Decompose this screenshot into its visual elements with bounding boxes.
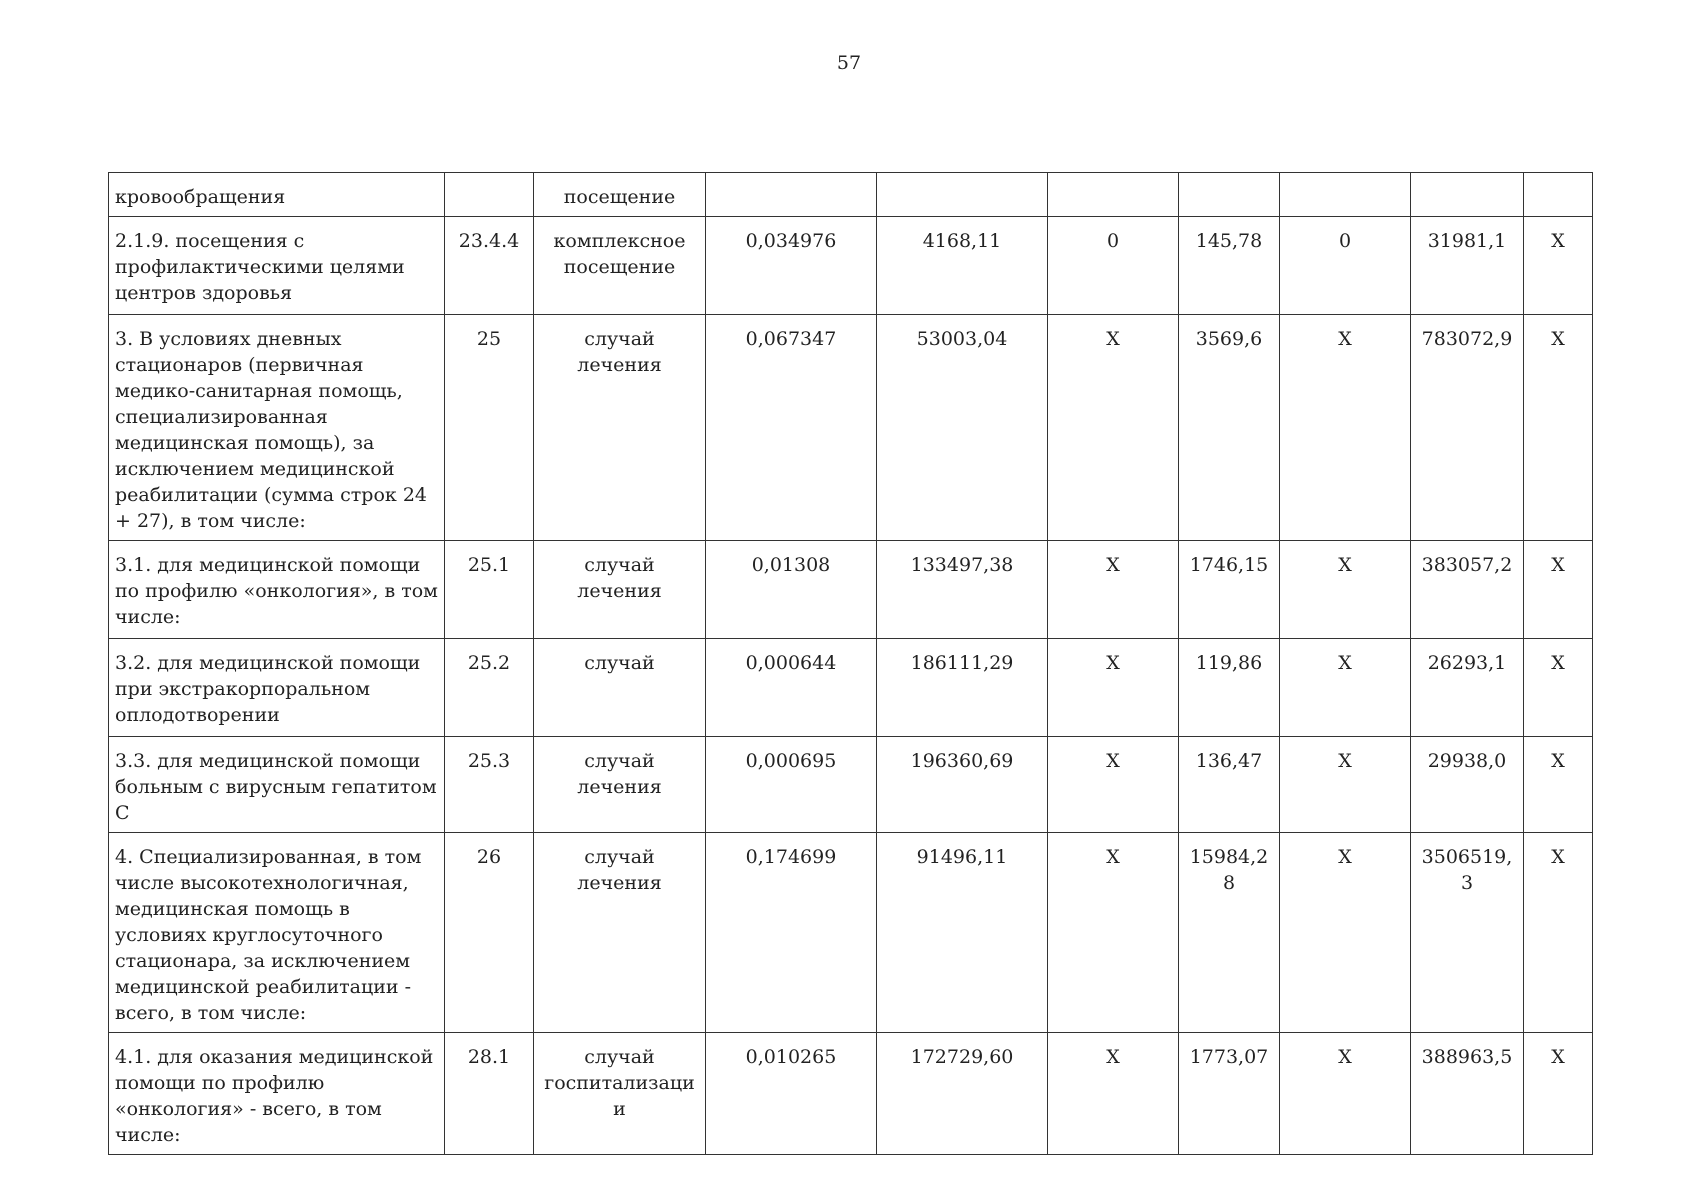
row-unit-cost: 172729,60 (877, 1033, 1048, 1155)
row-unit-cost: 133497,38 (877, 541, 1048, 639)
row-line-number: 23.4.4 (445, 217, 534, 315)
row-value-col10: Х (1524, 541, 1593, 639)
row-value-col6: Х (1048, 639, 1179, 737)
row-description: 3.2. для медицинской помощи при экстракорпоральном оплодотворении (109, 639, 445, 737)
table-row (109, 1033, 1593, 1155)
row-value-col7: 145,78 (1179, 217, 1280, 315)
table-row (109, 541, 1593, 639)
row-unit-cost: 4168,11 (877, 217, 1048, 315)
row-norm-volume: 0,000644 (706, 639, 877, 737)
row-line-number: 25.3 (445, 737, 534, 833)
row-value-col6 (1048, 173, 1179, 217)
row-value-col6: Х (1048, 1033, 1179, 1155)
row-value-col9 (1411, 173, 1524, 217)
table-row (109, 737, 1593, 833)
row-line-number: 26 (445, 833, 534, 1033)
row-line-number: 25.2 (445, 639, 534, 737)
row-value-col8: Х (1280, 737, 1411, 833)
row-description: 3. В условиях дневных стационаров (первичная медико-санитарная помощь, специализированная медицинская помощь), за исключением медицинской реабилитации (сумма строк 24 + 27), в том числе: (109, 315, 445, 541)
row-unit: случай лечения (534, 737, 706, 833)
row-value-col10: Х (1524, 1033, 1593, 1155)
row-unit-cost: 91496,11 (877, 833, 1048, 1033)
table-row (109, 639, 1593, 737)
row-line-number (445, 173, 534, 217)
row-norm-volume (706, 173, 877, 217)
row-value-col9: 388963,5 (1411, 1033, 1524, 1155)
row-norm-volume: 0,000695 (706, 737, 877, 833)
table-row (109, 315, 1593, 541)
row-value-col6: Х (1048, 315, 1179, 541)
row-value-col10: Х (1524, 737, 1593, 833)
row-line-number: 25 (445, 315, 534, 541)
row-value-col9: 31981,1 (1411, 217, 1524, 315)
row-value-col8: Х (1280, 833, 1411, 1033)
table-row (109, 833, 1593, 1033)
row-unit-cost: 186111,29 (877, 639, 1048, 737)
row-value-col7: 1773,07 (1179, 1033, 1280, 1155)
row-value-col7: 1746,15 (1179, 541, 1280, 639)
row-unit-cost (877, 173, 1048, 217)
row-value-col6: Х (1048, 541, 1179, 639)
row-description: 3.3. для медицинской помощи больным с вирусным гепатитом С (109, 737, 445, 833)
row-value-col8 (1280, 173, 1411, 217)
row-norm-volume: 0,010265 (706, 1033, 877, 1155)
volume-cost-table (108, 172, 1593, 1155)
row-value-col9: 783072,9 (1411, 315, 1524, 541)
row-line-number: 25.1 (445, 541, 534, 639)
row-unit: посещение (534, 173, 706, 217)
row-unit: комплексное посещение (534, 217, 706, 315)
row-value-col10: Х (1524, 639, 1593, 737)
row-unit: случай госпитализации (534, 1033, 706, 1155)
row-value-col7: 15984,28 (1179, 833, 1280, 1033)
row-line-number: 28.1 (445, 1033, 534, 1155)
row-value-col6: 0 (1048, 217, 1179, 315)
row-value-col7: 119,86 (1179, 639, 1280, 737)
row-value-col9: 383057,2 (1411, 541, 1524, 639)
page-number: 57 (836, 52, 862, 74)
row-unit: случай лечения (534, 315, 706, 541)
row-value-col6: Х (1048, 737, 1179, 833)
row-value-col9: 3506519,3 (1411, 833, 1524, 1033)
row-value-col7: 3569,6 (1179, 315, 1280, 541)
row-value-col8: Х (1280, 639, 1411, 737)
row-unit: случай лечения (534, 833, 706, 1033)
row-value-col8: Х (1280, 1033, 1411, 1155)
table-row (109, 173, 1593, 217)
row-description: 4. Специализированная, в том числе высокотехнологичная, медицинская помощь в условиях круглосуточного стационара, за исключением медицинской реабилитации - всего, в том числе: (109, 833, 445, 1033)
row-unit: случай (534, 639, 706, 737)
row-value-col10: Х (1524, 833, 1593, 1033)
row-description: 3.1. для медицинской помощи по профилю «онкология», в том числе: (109, 541, 445, 639)
row-description: кровообращения (109, 173, 445, 217)
row-value-col7: 136,47 (1179, 737, 1280, 833)
row-value-col10: Х (1524, 315, 1593, 541)
row-norm-volume: 0,01308 (706, 541, 877, 639)
row-norm-volume: 0,034976 (706, 217, 877, 315)
row-value-col7 (1179, 173, 1280, 217)
table-row (109, 217, 1593, 315)
row-value-col9: 29938,0 (1411, 737, 1524, 833)
row-unit-cost: 196360,69 (877, 737, 1048, 833)
row-unit: случай лечения (534, 541, 706, 639)
row-value-col8: Х (1280, 541, 1411, 639)
row-value-col9: 26293,1 (1411, 639, 1524, 737)
row-value-col8: Х (1280, 315, 1411, 541)
table-body (109, 173, 1593, 1155)
row-norm-volume: 0,174699 (706, 833, 877, 1033)
row-unit-cost: 53003,04 (877, 315, 1048, 541)
row-description: 2.1.9. посещения с профилактическими целями центров здоровья (109, 217, 445, 315)
row-value-col6: Х (1048, 833, 1179, 1033)
row-norm-volume: 0,067347 (706, 315, 877, 541)
row-value-col10 (1524, 173, 1593, 217)
row-value-col8: 0 (1280, 217, 1411, 315)
row-description: 4.1. для оказания медицинской помощи по профилю «онкология» - всего, в том числе: (109, 1033, 445, 1155)
row-value-col10: Х (1524, 217, 1593, 315)
